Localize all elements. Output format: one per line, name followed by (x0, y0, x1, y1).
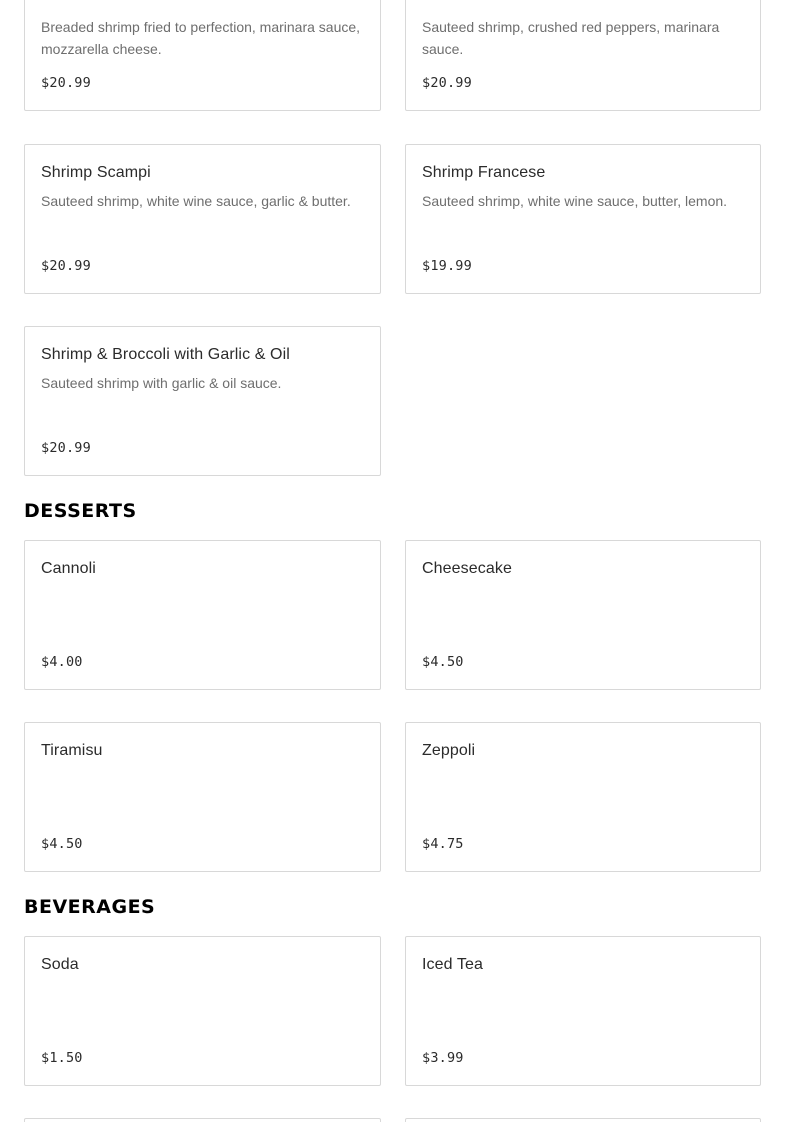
section-title-desserts: DESSERTS (24, 500, 137, 522)
item-price: $4.50 (422, 654, 464, 670)
item-price: $20.99 (422, 75, 472, 91)
item-price: $4.75 (422, 836, 464, 852)
menu-item-card-shrimp-parmigiana[interactable] (24, 0, 381, 111)
item-price: $1.50 (41, 1050, 83, 1066)
menu-item-card-shrimp-broccoli[interactable] (24, 326, 381, 476)
menu-item-card-cannoli[interactable] (24, 540, 381, 690)
item-name: Tiramisu (41, 742, 103, 759)
menu-item-card-next-left[interactable] (24, 1118, 381, 1122)
menu-item-card-iced-tea[interactable] (405, 936, 761, 1086)
item-price: $19.99 (422, 258, 472, 274)
item-name: Shrimp Francese (422, 164, 546, 181)
item-description: Sauteed shrimp, crushed red peppers, marinara sauce. (422, 19, 720, 57)
item-name: Cheesecake (422, 560, 512, 577)
item-price: $4.50 (41, 836, 83, 852)
menu-item-card-shrimp-scampi[interactable] (24, 144, 381, 294)
menu-item-card-tiramisu[interactable] (24, 722, 381, 872)
item-description: Sauteed shrimp, white wine sauce, garlic & butter. (41, 193, 351, 209)
menu-item-card-shrimp-francese[interactable] (405, 144, 761, 294)
item-price: $20.99 (41, 258, 91, 274)
menu-item-card-zeppoli[interactable] (405, 722, 761, 872)
item-price: $4.00 (41, 654, 83, 670)
item-name: Iced Tea (422, 956, 483, 973)
item-description: Breaded shrimp fried to perfection, marinara sauce, mozzarella cheese. (41, 19, 361, 57)
menu-item-card-shrimp-fra-diavolo[interactable] (405, 0, 761, 111)
item-name: Zeppoli (422, 742, 476, 759)
item-name: Shrimp Scampi (41, 164, 151, 181)
item-name: Cannoli (41, 560, 96, 577)
menu-item-card-soda[interactable] (24, 936, 381, 1086)
item-description: Sauteed shrimp, white wine sauce, butter, lemon. (422, 193, 728, 209)
section-title-beverages: BEVERAGES (24, 896, 156, 918)
menu-item-card-next-right[interactable] (405, 1118, 761, 1122)
item-description: Sauteed shrimp with garlic & oil sauce. (41, 375, 282, 391)
item-price: $20.99 (41, 440, 91, 456)
item-name: Soda (41, 956, 79, 973)
item-name: Shrimp & Broccoli with Garlic & Oil (41, 346, 290, 363)
item-price: $20.99 (41, 75, 91, 91)
menu-item-card-cheesecake[interactable] (405, 540, 761, 690)
item-price: $3.99 (422, 1050, 464, 1066)
